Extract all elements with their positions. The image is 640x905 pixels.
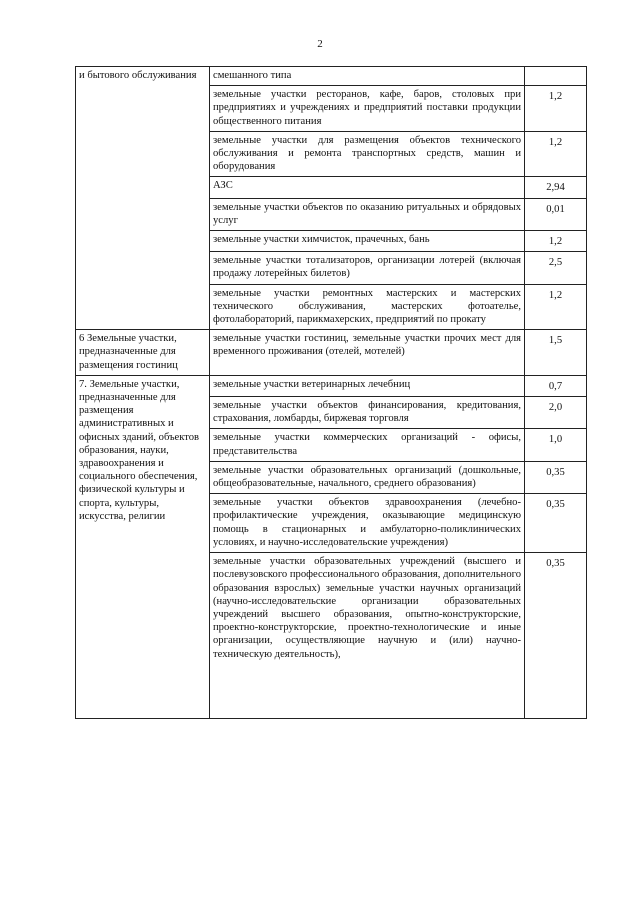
value-cell: 2,5 <box>525 252 587 284</box>
category-cell: 6 Земельные участки, предназначенные для размещения гостиниц <box>76 330 210 376</box>
value-cell: 0,35 <box>525 494 587 553</box>
category-cell: 7. Земельные участки, предназначенные для размещения административных и офисных зданий, объектов образования, науки, здравоохранения и социального обеспечения, физической культуры и спорта, культуры, искусства, религии <box>76 375 210 718</box>
value-cell: 1,5 <box>525 330 587 376</box>
value-cell: 2,0 <box>525 397 587 429</box>
description-cell: земельные участки тотализаторов, организации лотерей (включая продажу лотерейных билетов) <box>210 252 525 284</box>
value-cell: 2,94 <box>525 177 587 198</box>
description-cell: земельные участки объектов финансирования, кредитования, страхования, ломбарды, биржевая торговля <box>210 397 525 429</box>
value-cell: 0,35 <box>525 461 587 493</box>
value-cell: 1,0 <box>525 429 587 461</box>
table-row <box>76 67 587 86</box>
description-cell: земельные участки для размещения объектов технического обслуживания и ремонта транспортных средств, машин и оборудования <box>210 131 525 177</box>
value-cell <box>525 67 587 86</box>
description-cell: земельные участки объектов по оказанию ритуальных и обрядовых услуг <box>210 198 525 230</box>
description-cell: земельные участки ресторанов, кафе, баров, столовых при предприятиях и учреждениях и предприятий поставки продукции общественного питания <box>210 86 525 132</box>
value-cell: 0,01 <box>525 198 587 230</box>
description-cell: АЗС <box>210 177 525 198</box>
description-cell: земельные участки гостиниц, земельные участки прочих мест для временного проживания (отелей, мотелей) <box>210 330 525 376</box>
description-cell: земельные участки химчисток, прачечных, бань <box>210 231 525 252</box>
value-cell: 1,2 <box>525 131 587 177</box>
description-cell: земельные участки ветеринарных лечебниц <box>210 375 525 396</box>
description-cell: смешанного типа <box>210 67 525 86</box>
value-cell: 1,2 <box>525 284 587 330</box>
value-cell: 1,2 <box>525 231 587 252</box>
value-cell: 1,2 <box>525 86 587 132</box>
rates-table <box>75 66 587 719</box>
table-row <box>76 330 587 376</box>
description-cell: земельные участки коммерческих организаций - офисы, представительства <box>210 429 525 461</box>
description-cell: земельные участки образовательных организаций (дошкольные, общеобразовательные, начального, среднего образования) <box>210 461 525 493</box>
page-number: 2 <box>317 38 323 50</box>
description-cell: земельные участки объектов здравоохранения (лечебно-профилактические учреждения, оказывающие медицинскую помощь в стационарных и амбулаторно-поликлинических условиях, и научно-исследовательские учреждения) <box>210 494 525 553</box>
value-cell: 0,35 <box>525 553 587 719</box>
description-cell: земельные участки ремонтных мастерских и мастерских технического обслуживания, мастерских фотоателье, фотолабораторий, парикмахерских, предприятий по прокату <box>210 284 525 330</box>
value-cell: 0,7 <box>525 375 587 396</box>
category-cell: и бытового обслуживания <box>76 67 210 330</box>
description-cell: земельные участки образовательных учреждений (высшего и послевузовского профессионального образования, дополнительного образования взрослых) земельные участки научных организаций (научно-исследовательские организации образовательных учреждений высшего образования, опытно-конструкторские, проектно-конструкторские, проектно-технологические и иные организации, осуществляющие научную и (или) научно-техническую деятельность), <box>210 553 525 719</box>
table-row <box>76 375 587 396</box>
